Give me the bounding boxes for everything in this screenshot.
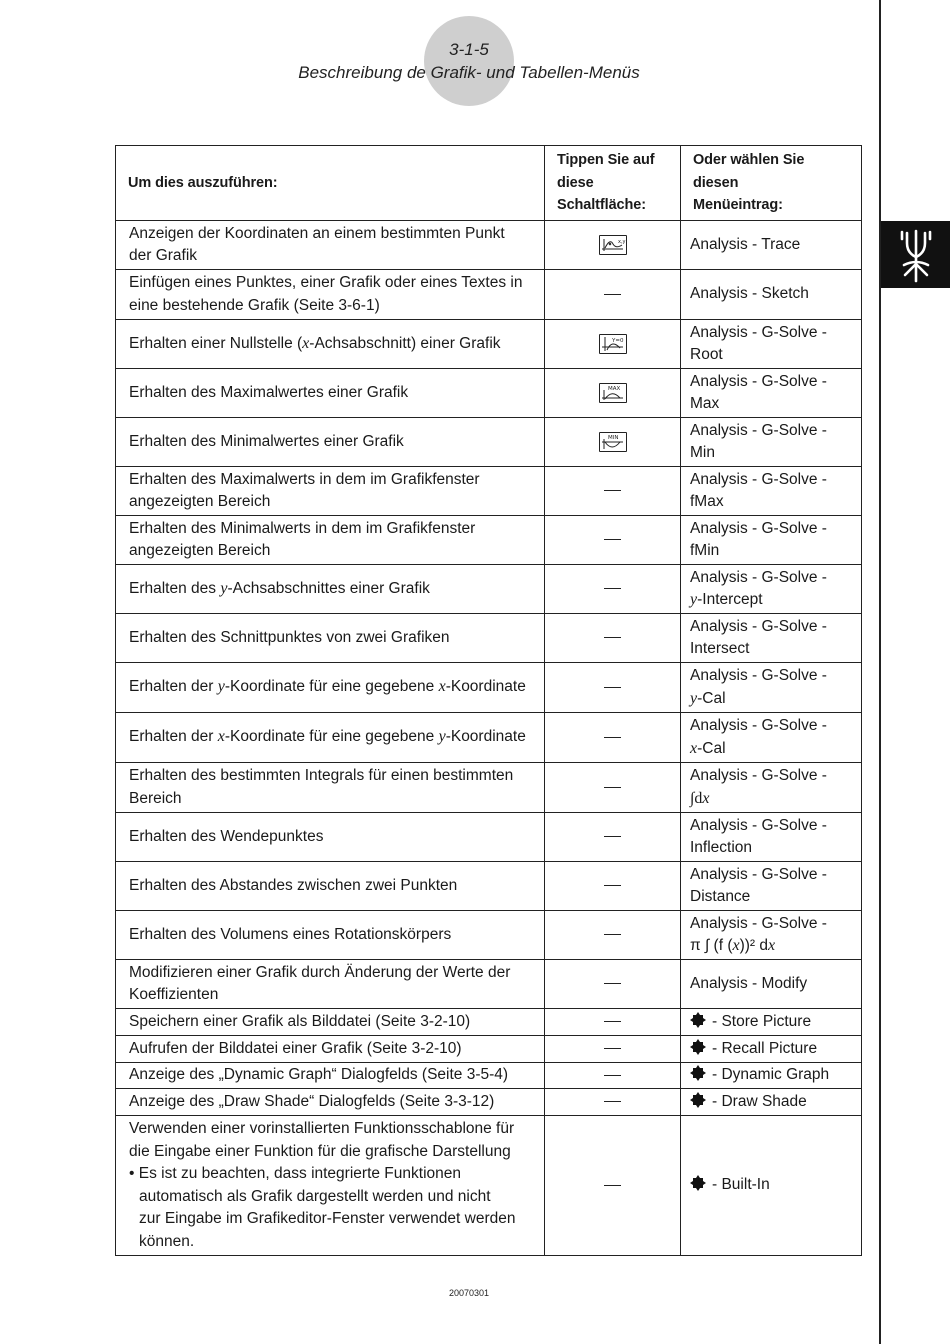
menu-entry[interactable]: ∫d [690, 789, 703, 807]
menu-cell [681, 960, 862, 1009]
button-cell [545, 467, 681, 516]
task-text: -Koordinate für eine gegebene [224, 678, 439, 696]
svg-text:Y=0: Y=0 [611, 337, 623, 344]
task-variable: x [302, 334, 310, 352]
button-cell [545, 813, 681, 862]
menu-cell [681, 418, 862, 467]
task-text: Anzeige des „Dynamic Graph“ Dialogfelds (Seite 3-5-4) [129, 1066, 509, 1084]
note-text: automatisch als Grafik dargestellt werden und nicht [139, 1187, 491, 1205]
no-button-dash [604, 1185, 621, 1186]
menu-cell [681, 320, 862, 369]
no-button-dash [604, 836, 621, 837]
menu-entry[interactable]: Analysis - G-Solve - [690, 568, 827, 586]
menu-entry[interactable]: Intersect [690, 640, 750, 657]
button-cell [545, 1063, 681, 1089]
diamond-menu-icon[interactable] [690, 1175, 706, 1191]
graph-mode-icon [899, 227, 933, 283]
page-title: Beschreibung de Grafik- und Tabellen-Menüs [298, 63, 640, 82]
table-row [116, 862, 862, 911]
table-row [116, 418, 862, 467]
table-row [116, 1036, 862, 1063]
menu-entry[interactable]: Analysis - G-Solve - [690, 372, 827, 390]
button-cell [545, 1036, 681, 1063]
task-cell [116, 862, 545, 911]
no-button-dash [604, 294, 621, 295]
menu-cell [681, 614, 862, 663]
no-button-dash [604, 637, 621, 638]
menu-entry[interactable]: Root [690, 346, 723, 363]
task-text: Erhalten des Minimalwerts in dem im Grafikfenster [129, 519, 476, 537]
menu-entry[interactable]: Analysis - G-Solve - [690, 667, 827, 684]
menu-entry[interactable]: Distance [690, 888, 751, 905]
diamond-menu-icon[interactable] [690, 1092, 706, 1108]
menu-entry[interactable]: π ∫ (f ( [690, 937, 733, 954]
button-cell [545, 1009, 681, 1036]
task-cell [116, 713, 545, 763]
menu-entry[interactable]: Analysis - Modify [690, 974, 808, 992]
task-cell [116, 1036, 545, 1063]
button-cell [545, 862, 681, 911]
table-row [116, 221, 862, 270]
no-button-dash [604, 539, 621, 540]
task-text: Erhalten des Minimalwertes einer Grafik [129, 432, 404, 450]
no-button-dash [604, 490, 621, 491]
table-row [116, 369, 862, 418]
note-text: Es ist zu beachten, dass integrierte Funktionen [138, 1165, 461, 1182]
menu-cell [681, 221, 862, 270]
task-text: Modifizieren einer Grafik durch Änderung der Werte der [129, 963, 511, 981]
menu-variable: y [690, 689, 698, 707]
menu-reference-table [115, 145, 862, 1256]
menu-variable: x [690, 739, 698, 757]
task-cell [116, 516, 545, 565]
header-button-label-3: Schaltfläche: [557, 197, 646, 214]
task-text: angezeigten Bereich [129, 493, 271, 510]
task-cell [116, 1116, 545, 1256]
header-menu-label-1: Oder wählen Sie diesen [693, 152, 805, 191]
menu-entry[interactable]: Inflection [690, 839, 753, 856]
table-row [116, 911, 862, 960]
menu-entry[interactable]: Analysis - G-Solve - [690, 421, 827, 439]
header-menu-column [681, 146, 862, 221]
menu-entry[interactable]: Analysis - G-Solve - [690, 470, 827, 488]
diamond-menu-icon[interactable] [690, 1065, 706, 1081]
menu-entry[interactable]: Analysis - G-Solve - [690, 816, 827, 834]
task-text: Erhalten des Abstandes zwischen zwei Punkten [129, 876, 458, 894]
no-button-dash [604, 787, 621, 788]
task-text: Erhalten einer Nullstelle ( [129, 334, 303, 352]
button-cell [545, 960, 681, 1009]
menu-cell [681, 270, 862, 320]
header-circle-decoration [424, 16, 514, 106]
menu-variable: y [690, 591, 698, 608]
header-task-column [116, 146, 545, 221]
task-variable: y [217, 678, 225, 696]
bullet-mark: • [129, 1165, 135, 1182]
task-cell [116, 320, 545, 369]
root-icon[interactable] [599, 334, 627, 354]
max-icon[interactable] [599, 383, 627, 403]
menu-entry[interactable]: - Dynamic Graph [712, 1066, 830, 1084]
button-cell [545, 320, 681, 369]
no-button-dash [604, 737, 621, 738]
menu-cell [681, 911, 862, 960]
menu-entry[interactable]: -Cal [697, 689, 726, 707]
footer-code: 20070301 [448, 1288, 490, 1298]
header-task-label: Um dies auszuführen: [128, 174, 278, 191]
menu-cell [681, 663, 862, 713]
task-text: Verwenden einer vorinstallierten Funktionsschablone für [129, 1120, 515, 1137]
menu-entry[interactable]: Analysis - G-Solve - [690, 717, 827, 734]
table-row [116, 614, 862, 663]
page-number: 3-1-5 [449, 40, 489, 59]
header-button-column [545, 146, 681, 221]
button-cell [545, 1116, 681, 1256]
menu-entry[interactable]: - Store Picture [712, 1012, 812, 1030]
menu-entry[interactable]: - Draw Shade [712, 1092, 807, 1110]
task-cell [116, 467, 545, 516]
no-button-dash [604, 1021, 621, 1022]
menu-entry[interactable]: - Built-In [712, 1176, 770, 1194]
task-cell [116, 418, 545, 467]
menu-cell [681, 516, 862, 565]
menu-variable: x [768, 937, 776, 954]
no-button-dash [604, 1075, 621, 1076]
task-text: Bereich [129, 789, 182, 807]
button-cell [545, 1089, 681, 1116]
menu-cell [681, 763, 862, 813]
menu-entry[interactable]: Analysis - G-Solve - [690, 519, 827, 537]
menu-entry[interactable]: Min [690, 444, 715, 461]
task-cell [116, 1063, 545, 1089]
task-text: Erhalten des Volumens eines Rotationskörpers [129, 925, 452, 943]
table-row [116, 1089, 862, 1116]
menu-cell [681, 713, 862, 763]
menu-cell [681, 1116, 862, 1256]
button-cell [545, 663, 681, 713]
task-text: der Grafik [129, 247, 198, 264]
min-icon[interactable] [599, 432, 627, 452]
task-text: Erhalten des [129, 579, 221, 597]
table-row [116, 1063, 862, 1089]
task-text: -Achsabschnittes einer Grafik [227, 579, 430, 597]
note-bullet [129, 1163, 532, 1253]
task-text: die Eingabe einer Funktion für die grafische Darstellung [129, 1142, 511, 1160]
button-cell [545, 911, 681, 960]
table-row [116, 565, 862, 614]
menu-entry[interactable]: fMin [690, 542, 720, 559]
task-text: Erhalten des Maximalwerts in dem im Grafikfenster [129, 470, 480, 488]
task-cell [116, 1009, 545, 1036]
task-cell [116, 763, 545, 813]
menu-cell [681, 1009, 862, 1036]
header-menu-label-2: Menüeintrag: [693, 197, 783, 214]
task-cell [116, 614, 545, 663]
task-text: Anzeigen der Koordinaten an einem bestimmten Punkt [129, 224, 505, 242]
diamond-menu-icon[interactable] [690, 1039, 706, 1055]
menu-entry[interactable]: Analysis - Sketch [690, 285, 809, 303]
task-cell [116, 663, 545, 713]
table-row [116, 813, 862, 862]
menu-cell [681, 565, 862, 614]
task-text: eine bestehende Grafik (Seite 3-6-1) [129, 296, 380, 314]
task-cell [116, 565, 545, 614]
task-text: Erhalten des Wendepunktes [129, 827, 324, 845]
table-row [116, 663, 862, 713]
menu-entry[interactable]: fMax [690, 493, 724, 510]
no-button-dash [604, 934, 621, 935]
task-text: -Achsabschnitt) einer Grafik [309, 334, 501, 352]
menu-cell [681, 1089, 862, 1116]
table-row [116, 320, 862, 369]
task-variable: x [438, 678, 446, 696]
no-button-dash [604, 885, 621, 886]
task-text: Aufrufen der Bilddatei einer Grafik (Seite 3-2-10) [129, 1039, 462, 1057]
button-cell [545, 221, 681, 270]
chapter-side-tab [881, 221, 950, 288]
task-text: -Koordinate [445, 728, 526, 746]
task-variable: x [217, 728, 225, 746]
menu-cell [681, 369, 862, 418]
menu-entry[interactable]: Analysis - G-Solve - [690, 865, 827, 883]
task-text: Speichern einer Grafik als Bilddatei (Seite 3-2-10) [129, 1012, 471, 1030]
task-cell [116, 911, 545, 960]
menu-cell [681, 1063, 862, 1089]
task-text: Erhalten des bestimmten Integrals für einen bestimmten [129, 767, 514, 784]
menu-entry[interactable]: Analysis - G-Solve - [690, 323, 827, 341]
button-cell [545, 270, 681, 320]
menu-entry[interactable]: Analysis - G-Solve - [690, 617, 827, 635]
button-cell [545, 565, 681, 614]
menu-entry[interactable]: -Cal [697, 739, 726, 757]
table-row [116, 270, 862, 320]
menu-entry[interactable]: - Recall Picture [712, 1039, 818, 1057]
task-text: Erhalten des Maximalwertes einer Grafik [129, 383, 409, 401]
no-button-dash [604, 1048, 621, 1049]
menu-variable: x [732, 937, 740, 954]
button-cell [545, 763, 681, 813]
task-text: Erhalten des Schnittpunktes von zwei Grafiken [129, 628, 450, 646]
menu-entry[interactable]: Analysis - G-Solve - [690, 767, 827, 784]
trace-icon[interactable] [599, 235, 627, 255]
header-button-label-1: Tippen Sie auf [557, 152, 655, 169]
task-cell [116, 1089, 545, 1116]
table-row [116, 1009, 862, 1036]
right-margin-rule [879, 0, 881, 1344]
task-variable: y [438, 728, 446, 746]
menu-entry[interactable]: Analysis - Trace [690, 235, 801, 253]
table-header-row [116, 146, 862, 221]
menu-cell [681, 813, 862, 862]
task-text: angezeigten Bereich [129, 542, 271, 559]
task-text: Einfügen eines Punktes, einer Grafik oder eines Textes in [129, 274, 523, 291]
button-cell [545, 418, 681, 467]
table-row [116, 1116, 862, 1256]
task-text: Erhalten der [129, 678, 218, 696]
no-button-dash [604, 588, 621, 589]
task-cell [116, 813, 545, 862]
button-cell [545, 516, 681, 565]
menu-entry[interactable]: Analysis - G-Solve - [690, 914, 827, 932]
table-row [116, 713, 862, 763]
menu-entry[interactable]: Max [690, 395, 720, 412]
no-button-dash [604, 983, 621, 984]
task-text: Koeffizienten [129, 986, 219, 1003]
task-cell [116, 270, 545, 320]
button-cell [545, 369, 681, 418]
menu-variable: x [702, 789, 710, 807]
task-text: Erhalten der [129, 728, 218, 746]
menu-cell [681, 467, 862, 516]
svg-text:x,y: x,y [617, 238, 626, 245]
button-cell [545, 614, 681, 663]
task-cell [116, 221, 545, 270]
table-row [116, 960, 862, 1009]
task-text: -Koordinate für eine gegebene [224, 728, 439, 746]
svg-text:MAX: MAX [607, 385, 620, 392]
note-text: zur Eingabe im Grafikeditor-Fenster verwendet werden [139, 1210, 516, 1227]
table-row [116, 516, 862, 565]
task-cell [116, 369, 545, 418]
no-button-dash [604, 1101, 621, 1102]
no-button-dash [604, 687, 621, 688]
task-cell [116, 960, 545, 1009]
button-cell [545, 713, 681, 763]
table-row [116, 763, 862, 813]
menu-entry[interactable]: ))² d [739, 937, 769, 954]
svg-text:MIN: MIN [607, 434, 618, 441]
task-variable: y [220, 579, 228, 597]
table-row [116, 467, 862, 516]
menu-cell [681, 1036, 862, 1063]
header-button-label-2: diese [557, 174, 594, 191]
menu-cell [681, 862, 862, 911]
diamond-menu-icon[interactable] [690, 1012, 706, 1028]
task-text: -Koordinate [445, 678, 526, 696]
note-text: können. [139, 1232, 195, 1250]
menu-entry[interactable]: -Intercept [697, 591, 763, 608]
task-text: Anzeige des „Draw Shade“ Dialogfelds (Seite 3-3-12) [129, 1092, 495, 1110]
